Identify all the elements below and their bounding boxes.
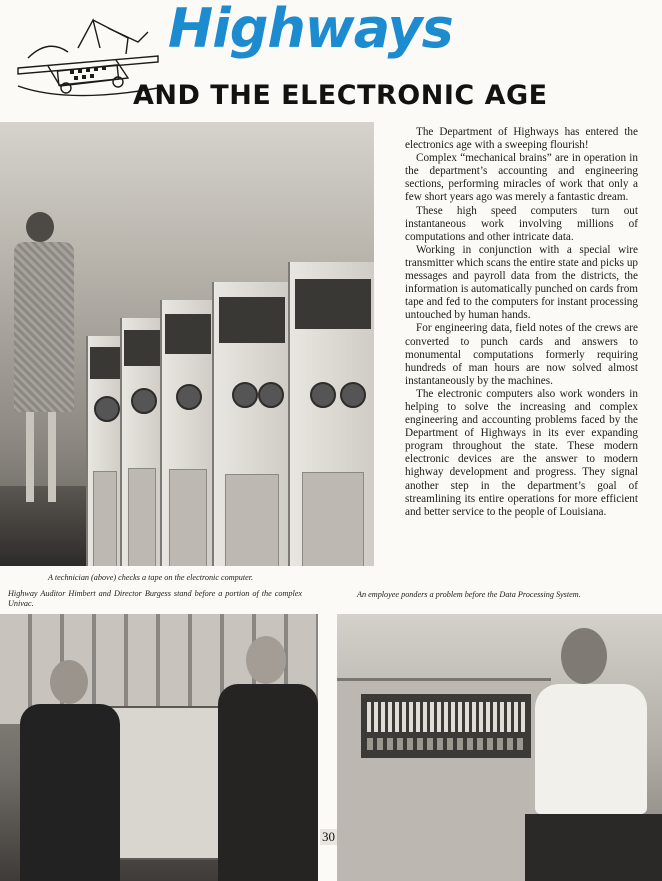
article-body bbox=[405, 126, 638, 519]
photo-auditor-director bbox=[0, 614, 318, 881]
photo-data-processing-system bbox=[337, 614, 662, 881]
caption-technician: A technician (above) checks a tape on the electronic computer. bbox=[48, 573, 254, 582]
article-paragraph: Working in conjunction with a special wire transmitter which scans the entire state and picks up messages and payroll data from the districts, the information is automatically punched on cards from tape and fed to the computers for instant processing untouched by human hands. bbox=[405, 243, 639, 322]
article-paragraph: The Department of Highways has entered the electronics age with a sweeping flourish! bbox=[405, 126, 638, 152]
caption-univac: Highway Auditor Himbert and Director Burgess stand before a portion of the complex Univac. bbox=[8, 589, 302, 608]
article-paragraph: For engineering data, field notes of the crews are converted to punch cards and answers to monumental computations formerly requiring hundreds of man hours are now solved almost instantaneously by the machines. bbox=[405, 322, 638, 387]
article-paragraph: These high speed computers turn out instantaneous work involving millions of computations and other intricate data. bbox=[405, 204, 638, 243]
article-paragraph: Complex “mechanical brains” are in operation in the department’s accounting and engineering sections, performing miracles of work that only a few short years ago was merely a fantastic dream. bbox=[405, 152, 638, 204]
page-number: 30 bbox=[322, 829, 335, 844]
employee-figure bbox=[525, 628, 662, 881]
article-paragraph: The electronic computers also work wonders in helping to solve the increasing and complex engineering and accounting problems faced by the Department of Highways in its ever expanding program throughout the state. These modern electronic devices are the answer to modern highway development and progress. They signal another step in the department’s goal of streamlining its entire operations for more efficient and better service to the people of Louisiana. bbox=[405, 387, 638, 518]
photo-technician-computer bbox=[0, 122, 374, 566]
title-subheading: AND THE ELECTRONIC AGE bbox=[133, 80, 548, 111]
auditor-figure bbox=[20, 660, 120, 881]
title-highways: Highways bbox=[168, 0, 453, 60]
director-figure bbox=[218, 636, 318, 881]
caption-data-processing: An employee ponders a problem before the Data Processing System. bbox=[357, 590, 581, 599]
technician-figure bbox=[10, 212, 90, 512]
